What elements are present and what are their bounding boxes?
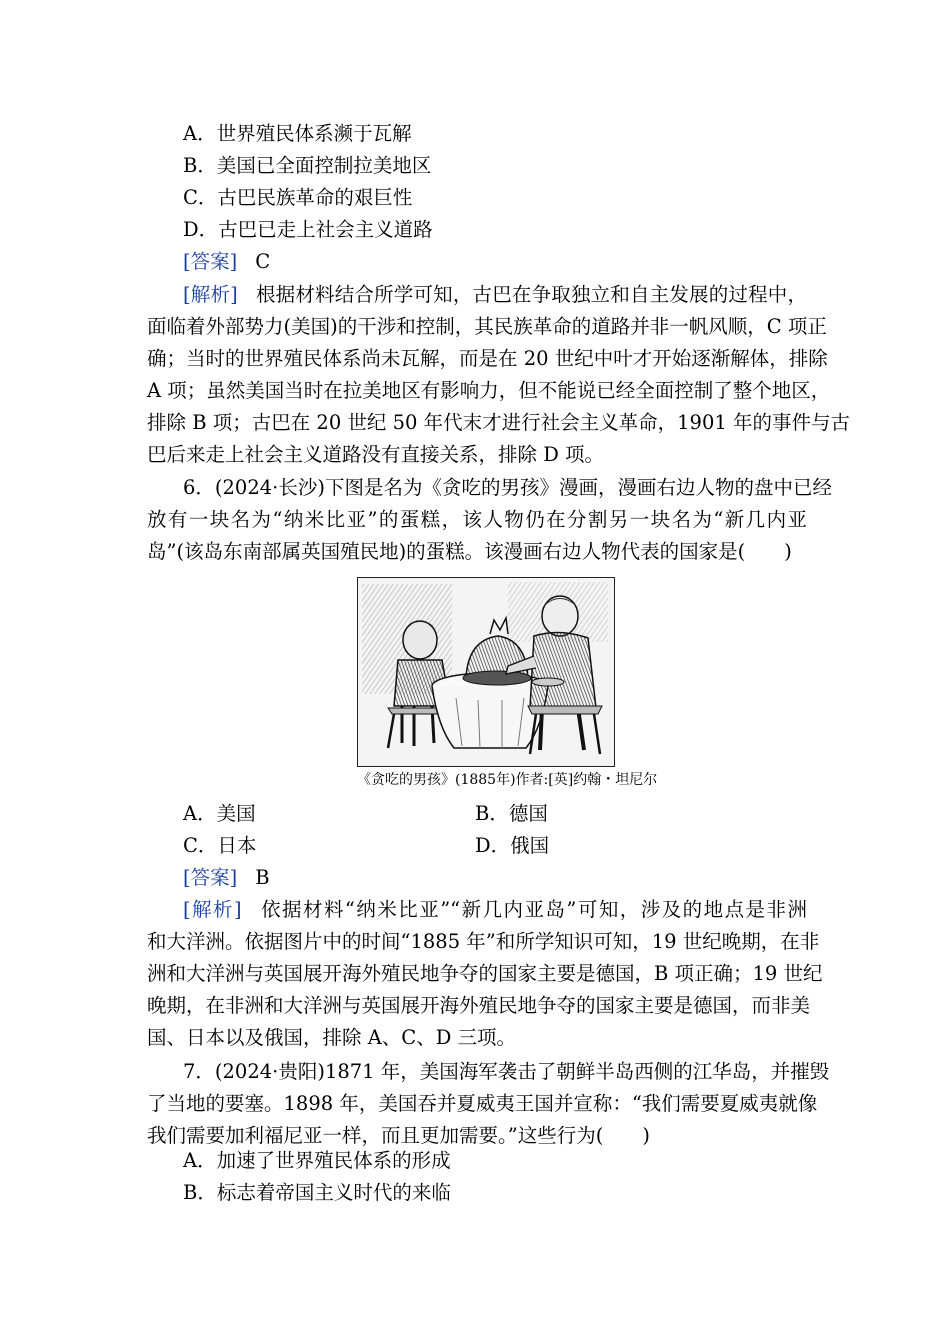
cartoon-drawing bbox=[358, 578, 614, 766]
q5-answer-tag: [答案] bbox=[183, 250, 238, 273]
figure-caption: 《贪吃的男孩》(1885年)作者:[英]约翰・坦尼尔 bbox=[357, 772, 658, 788]
q5-analysis-line-6: 巴后来走上社会主义道路没有直接关系，排除 D 项。 bbox=[147, 443, 605, 466]
q6-stem-line-1: 6．(2024·长沙)下图是名为《贪吃的男孩》漫画，漫画右边人物的盘中已经 bbox=[183, 476, 832, 499]
q5-option-d: D．古巴已走上社会主义道路 bbox=[183, 218, 433, 241]
q7-stem-line-2: 了当地的要塞。1898 年，美国吞并夏威夷王国并宣称：“我们需要夏威夷就像 bbox=[147, 1092, 818, 1115]
q6-analysis-line-4: 晚期，在非洲和大洋洲与英国展开海外殖民地争夺的国家主要是德国，而非美 bbox=[147, 994, 811, 1017]
q5-option-c: C．古巴民族革命的艰巨性 bbox=[183, 186, 413, 209]
q6-option-b: B．德国 bbox=[475, 802, 548, 825]
q6-option-d: D．俄国 bbox=[475, 834, 550, 857]
q6-analysis-line-3: 洲和大洋洲与英国展开海外殖民地争夺的国家主要是德国，B 项正确；19 世纪 bbox=[147, 962, 823, 985]
q5-analysis-line-3: 确；当时的世界殖民体系尚未瓦解，而是在 20 世纪中叶才开始逐渐解体，排除 bbox=[147, 347, 828, 370]
q6-option-a: A．美国 bbox=[183, 802, 256, 825]
q7-option-a: A．加速了世界殖民体系的形成 bbox=[183, 1149, 451, 1172]
q5-analysis-tag: [解析] bbox=[183, 283, 238, 306]
q6-answer-tag: [答案] bbox=[183, 866, 238, 889]
q6-analysis-text-1: 依据材料“纳米比亚”“新几内亚岛”可知，涉及的地点是非洲 bbox=[259, 898, 807, 921]
q6-answer-line bbox=[183, 862, 843, 894]
q5-analysis-line-1 bbox=[183, 279, 807, 311]
q6-analysis-line-5: 国、日本以及俄国，排除 A、C、D 三项。 bbox=[147, 1026, 517, 1049]
q5-option-b: B．美国已全面控制拉美地区 bbox=[183, 154, 432, 177]
cartoon-illustration bbox=[357, 577, 615, 767]
q6-analysis-line-1 bbox=[183, 894, 807, 926]
q5-option-a: A．世界殖民体系濒于瓦解 bbox=[183, 122, 412, 145]
q5-answer-value: C bbox=[255, 250, 271, 273]
q7-option-b: B．标志着帝国主义时代的来临 bbox=[183, 1181, 451, 1204]
q7-stem-line-3: 我们需要加利福尼亚一样，而且更加需要。”这些行为( ) bbox=[147, 1124, 650, 1147]
q6-analysis-line-2: 和大洋洲。依据图片中的时间“1885 年”和所学知识可知，19 世纪晚期，在非 bbox=[147, 930, 820, 953]
q6-analysis-tag: [解析] bbox=[183, 898, 242, 921]
q6-answer-value: B bbox=[255, 866, 270, 889]
q5-analysis-line-5: 排除 B 项；古巴在 20 世纪 50 年代末才进行社会主义革命，1901 年的事件与古 bbox=[147, 411, 850, 434]
q5-answer-line bbox=[183, 246, 843, 278]
q6-stem-line-2: 放有一块名为“纳米比亚”的蛋糕，该人物仍在分割另一块名为“新几内亚 bbox=[147, 508, 807, 531]
q5-analysis-line-4: A 项；虽然美国当时在拉美地区有影响力，但不能说已经全面控制了整个地区， bbox=[147, 379, 831, 402]
q7-stem-line-1: 7．(2024·贵阳)1871 年，美国海军袭击了朝鲜半岛西侧的江华岛，并摧毁 bbox=[183, 1060, 830, 1083]
q6-option-c: C．日本 bbox=[183, 834, 257, 857]
q5-analysis-line-2: 面临着外部势力(美国)的干涉和控制，其民族革命的道路并非一帆风顺，C 项正 bbox=[147, 315, 827, 338]
q6-stem-line-3: 岛”(该岛东南部属英国殖民地)的蛋糕。该漫画右边人物代表的国家是( ) bbox=[147, 540, 792, 563]
q5-analysis-text-1: 根据材料结合所学可知，古巴在争取独立和自主发展的过程中， bbox=[255, 283, 807, 306]
